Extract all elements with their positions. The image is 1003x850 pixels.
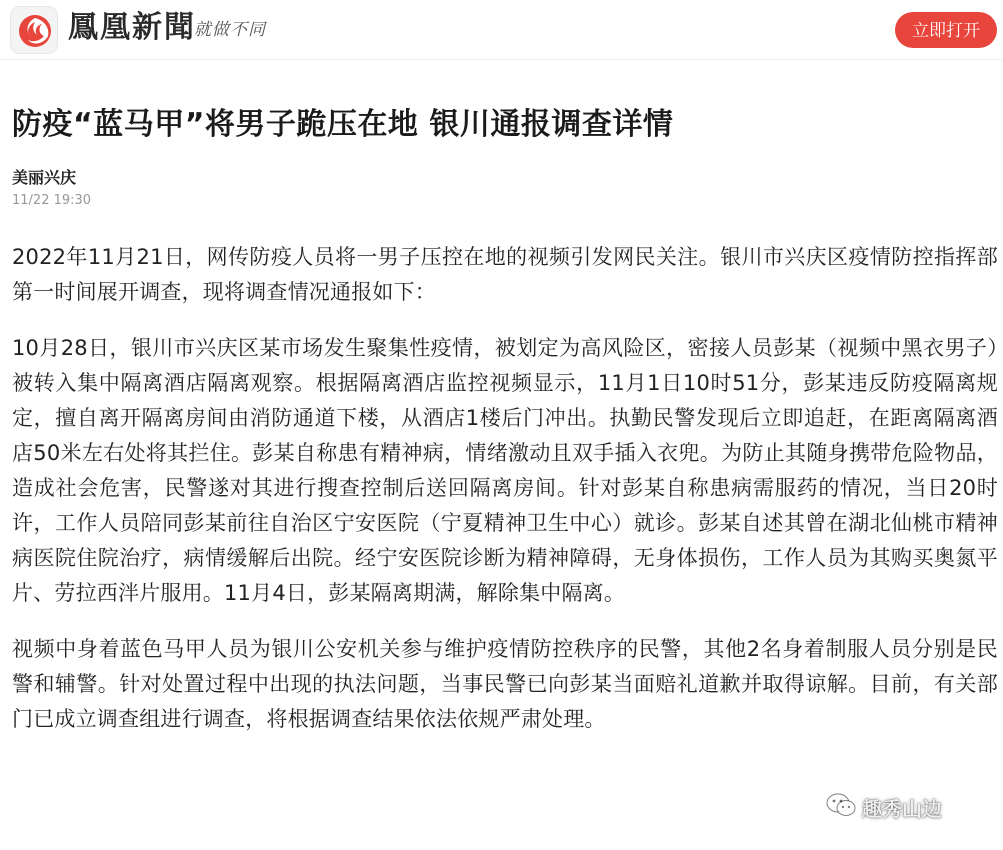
article-paragraph: 2022年11月21日，网传防疫人员将一男子压控在地的视频引发网民关注。银川市兴庆区疫情防控指挥部第一时间展开调查，现将调查情况通报如下： — [12, 245, 998, 304]
open-app-button[interactable]: 立即打开 — [895, 12, 997, 48]
watermark — [826, 790, 942, 824]
brand-slogan: 就做不同 — [194, 20, 266, 40]
author-name[interactable]: 美丽兴庆 — [12, 168, 77, 187]
brand-name: 鳳凰新聞 — [68, 10, 196, 45]
phoenix-logo-icon — [10, 6, 58, 54]
article-paragraph: 视频中身着蓝色马甲人员为银川公安机关参与维护疫情防控秩序的民警，其他2名身着制服人员分别是民警和辅警。针对处置过程中出现的执法问题，当事民警已向彭某当面赔礼道歉并取得谅解。目前，有关部门已成立调查组进行调查，将根据调查结果依法依规严肃处理。 — [12, 637, 998, 731]
wechat-icon — [826, 792, 856, 823]
watermark-text: 趣秀山边 — [862, 796, 942, 821]
top-app-bar — [0, 0, 1003, 60]
article-title: 防疫“蓝马甲”将男子跪压在地 银川通报调查详情 — [12, 107, 674, 142]
article-paragraph: 10月28日，银川市兴庆区某市场发生聚集性疫情，被划定为高风险区，密接人员彭某（视频中黑衣男子）被转入集中隔离酒店隔离观察。根据隔离酒店监控视频显示，11月1日10时51分，彭某违反防疫隔离规定，擅自离开隔离房间由消防通道下楼，从酒店1楼后门冲出。执勤民警发现后立即追赶，在距离隔离酒店50米左右处将其拦住。彭某自称患有精神病，情绪激动且双手插入衣兜。为防止其随身携带危险物品，造成社会危害，民警遂对其进行搜查控制后送回隔离房间。针对彭某自称患病需服药的情况，当日20时许，工作人员陪同彭某前往自治区宁安医院（宁夏精神卫生中心）就诊。彭某自述其曾在湖北仙桃市精神病医院住院治疗，病情缓解后出院。经宁安医院诊断为精神障碍，无身体损伤，工作人员为其购买奥氮平片、劳拉西泮片服用。11月4日，彭某隔离期满，解除集中隔离。 — [12, 336, 998, 605]
article-body — [12, 240, 998, 758]
publish-time: 11/22 19:30 — [12, 193, 92, 208]
